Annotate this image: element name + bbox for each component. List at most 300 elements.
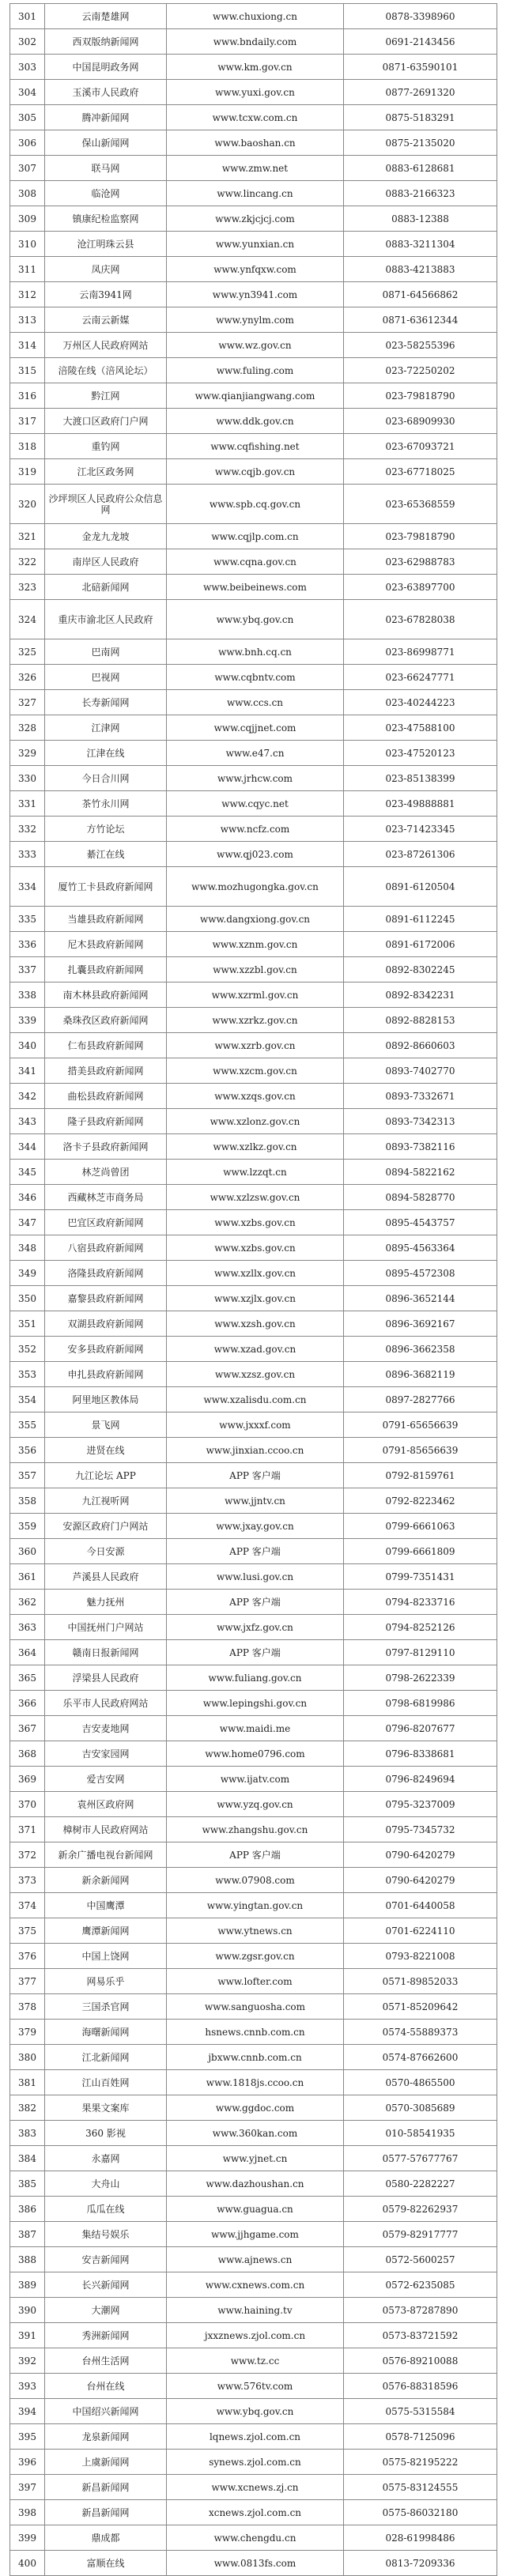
table-row: [10, 1767, 497, 1792]
site-name-cell: 隆子县政府新闻网: [45, 1109, 167, 1134]
site-name-cell: 嘉黎县政府新闻网: [45, 1286, 167, 1311]
site-url-cell: www.ggdoc.com: [167, 2095, 344, 2121]
phone-cell: 0798-2622339: [344, 1665, 497, 1691]
site-url-cell: www.xzsh.gov.cn: [167, 1311, 344, 1337]
row-number-cell: 396: [10, 2450, 45, 2475]
phone-cell: 0791-85656639: [344, 1438, 497, 1463]
site-url-cell: APP 客户端: [167, 1463, 344, 1488]
table-row: [10, 1514, 497, 1539]
table-row: [10, 842, 497, 867]
phone-cell: 0893-7402770: [344, 1058, 497, 1084]
table-row: [10, 524, 497, 549]
phone-cell: 0875-2135020: [344, 130, 497, 156]
site-name-cell: 玉溪市人民政府: [45, 80, 167, 105]
phone-cell: 0875-5183291: [344, 105, 497, 130]
site-url-cell: www.chengdu.cn: [167, 2525, 344, 2551]
site-name-cell: 乐平市人民政府网站: [45, 1691, 167, 1716]
site-name-cell: 江北区政务网: [45, 459, 167, 485]
table-row: [10, 932, 497, 957]
table-row: [10, 2197, 497, 2222]
phone-cell: 0892-8302245: [344, 957, 497, 983]
table-row: [10, 2045, 497, 2070]
table-row: [10, 817, 497, 842]
table-row: [10, 1640, 497, 1665]
site-name-cell: 安源区政府门户网站: [45, 1514, 167, 1539]
table-row: [10, 983, 497, 1008]
table-row: [10, 2146, 497, 2171]
row-number-cell: 344: [10, 1134, 45, 1160]
site-url-cell: www.xzlzsw.gov.cn: [167, 1185, 344, 1210]
table-row: [10, 459, 497, 485]
site-name-cell: 龙泉新闻网: [45, 2424, 167, 2450]
site-name-cell: 樟树市人民政府网站: [45, 1817, 167, 1842]
row-number-cell: 333: [10, 842, 45, 867]
table-row: [10, 2020, 497, 2045]
site-url-cell: www.yuxi.gov.cn: [167, 80, 344, 105]
table-row: [10, 1134, 497, 1160]
row-number-cell: 308: [10, 181, 45, 206]
phone-cell: 0579-82262937: [344, 2197, 497, 2222]
phone-cell: 0572-5600257: [344, 2247, 497, 2272]
row-number-cell: 320: [10, 485, 45, 524]
site-name-cell: 江津在线: [45, 741, 167, 766]
site-url-cell: www.cxnews.com.cn: [167, 2272, 344, 2298]
table-row: [10, 130, 497, 156]
site-name-cell: 八宿县政府新闻网: [45, 1235, 167, 1261]
table-row: [10, 485, 497, 524]
site-url-cell: hsnews.cnnb.com.cn: [167, 2020, 344, 2045]
site-url-cell: synews.zjol.com.cn: [167, 2450, 344, 2475]
site-name-cell: 万州区人民政府网站: [45, 333, 167, 358]
table-row: [10, 282, 497, 307]
table-row: [10, 2272, 497, 2298]
phone-cell: 0793-8221008: [344, 1944, 497, 1969]
row-number-cell: 310: [10, 232, 45, 257]
site-url-cell: www.xzlkz.gov.cn: [167, 1134, 344, 1160]
phone-cell: 0576-88318596: [344, 2374, 497, 2399]
row-number-cell: 314: [10, 333, 45, 358]
table-row: [10, 1944, 497, 1969]
site-name-cell: 网易乐乎: [45, 1969, 167, 1994]
phone-cell: 0891-6172006: [344, 932, 497, 957]
site-url-cell: www.guagua.cn: [167, 2197, 344, 2222]
phone-cell: 0795-7345732: [344, 1817, 497, 1842]
phone-cell: 0892-8660603: [344, 1033, 497, 1058]
table-row: [10, 1564, 497, 1590]
row-number-cell: 364: [10, 1640, 45, 1665]
phone-cell: 023-79818790: [344, 383, 497, 409]
phone-cell: 023-71423345: [344, 817, 497, 842]
row-number-cell: 345: [10, 1160, 45, 1185]
site-name-cell: 西双版纳新闻网: [45, 29, 167, 55]
phone-cell: 0571-85209642: [344, 1994, 497, 2020]
table-row: [10, 2525, 497, 2551]
site-url-cell: www.bnh.cq.cn: [167, 639, 344, 665]
row-number-cell: 379: [10, 2020, 45, 2045]
row-number-cell: 358: [10, 1488, 45, 1514]
site-url-cell: www.bndaily.com: [167, 29, 344, 55]
phone-cell: 0893-7332671: [344, 1084, 497, 1109]
table-row: [10, 1994, 497, 2020]
table-row: [10, 1362, 497, 1387]
table-row: [10, 665, 497, 690]
table-row: [10, 549, 497, 575]
row-number-cell: 376: [10, 1944, 45, 1969]
site-name-cell: 临沧网: [45, 181, 167, 206]
row-number-cell: 329: [10, 741, 45, 766]
row-number-cell: 391: [10, 2323, 45, 2348]
row-number-cell: 367: [10, 1716, 45, 1741]
phone-cell: 0575-86032180: [344, 2500, 497, 2525]
site-name-cell: 中国昆明政务网: [45, 55, 167, 80]
site-url-cell: www.lincang.cn: [167, 181, 344, 206]
table-row: [10, 1033, 497, 1058]
table-row: [10, 181, 497, 206]
row-number-cell: 357: [10, 1463, 45, 1488]
phone-cell: 0878-3398960: [344, 4, 497, 29]
table-row: [10, 2424, 497, 2450]
table-row: [10, 4, 497, 29]
table-row: [10, 2121, 497, 2146]
table-row: [10, 434, 497, 459]
site-name-cell: 申扎县政府新闻网: [45, 1362, 167, 1387]
site-url-cell: www.xzjlx.gov.cn: [167, 1286, 344, 1311]
site-name-cell: 永嘉网: [45, 2146, 167, 2171]
row-number-cell: 385: [10, 2171, 45, 2197]
phone-cell: 0792-8223462: [344, 1488, 497, 1514]
row-number-cell: 356: [10, 1438, 45, 1463]
row-number-cell: 383: [10, 2121, 45, 2146]
site-url-cell: www.07908.com: [167, 1868, 344, 1893]
phone-cell: 0893-7382116: [344, 1134, 497, 1160]
phone-cell: 0896-3662358: [344, 1337, 497, 1362]
table-body: [10, 4, 497, 2576]
site-name-cell: 扎囊县政府新闻网: [45, 957, 167, 983]
row-number-cell: 306: [10, 130, 45, 156]
phone-cell: 023-72250202: [344, 358, 497, 383]
table-row: [10, 1210, 497, 1235]
phone-cell: 010-58541935: [344, 2121, 497, 2146]
site-url-cell: www.cqyc.net: [167, 791, 344, 817]
site-name-cell: 台州在线: [45, 2374, 167, 2399]
site-url-cell: www.chuxiong.cn: [167, 4, 344, 29]
table-row: [10, 766, 497, 791]
phone-cell: 0573-83721592: [344, 2323, 497, 2348]
site-url-cell: www.zhangshu.gov.cn: [167, 1817, 344, 1842]
row-number-cell: 347: [10, 1210, 45, 1235]
site-url-cell: www.xzzbl.gov.cn: [167, 957, 344, 983]
table-row: [10, 1160, 497, 1185]
site-name-cell: 洛隆县政府新闻网: [45, 1261, 167, 1286]
site-name-cell: 茶竹永川网: [45, 791, 167, 817]
site-url-cell: www.jxxxf.com: [167, 1412, 344, 1438]
phone-cell: 0701-6224110: [344, 1918, 497, 1944]
table-row: [10, 232, 497, 257]
site-url-cell: www.mozhugongka.gov.cn: [167, 867, 344, 907]
row-number-cell: 313: [10, 307, 45, 333]
site-name-cell: 大舟山: [45, 2171, 167, 2197]
site-url-cell: www.cqjlp.com.cn: [167, 524, 344, 549]
site-name-cell: 联马网: [45, 156, 167, 181]
row-number-cell: 399: [10, 2525, 45, 2551]
phone-cell: 0883-3211304: [344, 232, 497, 257]
phone-cell: 023-85138399: [344, 766, 497, 791]
phone-cell: 0577-57677767: [344, 2146, 497, 2171]
table-row: [10, 307, 497, 333]
phone-cell: 023-63897700: [344, 575, 497, 600]
site-name-cell: 吉安家园网: [45, 1741, 167, 1767]
row-number-cell: 371: [10, 1817, 45, 1842]
site-url-cell: www.ddk.gov.cn: [167, 409, 344, 434]
site-url-cell: www.yunxian.cn: [167, 232, 344, 257]
site-url-cell: www.beibeinews.com: [167, 575, 344, 600]
site-name-cell: 巴视网: [45, 665, 167, 690]
phone-cell: 0796-8338681: [344, 1741, 497, 1767]
table-row: [10, 600, 497, 639]
phone-cell: 0871-63590101: [344, 55, 497, 80]
phone-cell: 0798-6819986: [344, 1691, 497, 1716]
row-number-cell: 350: [10, 1286, 45, 1311]
site-url-cell: www.ytnews.cn: [167, 1918, 344, 1944]
site-name-cell: 南木林县政府新闻网: [45, 983, 167, 1008]
site-name-cell: 魅力抚州: [45, 1590, 167, 1615]
phone-cell: 0896-3652144: [344, 1286, 497, 1311]
table-row: [10, 1969, 497, 1994]
table-row: [10, 1084, 497, 1109]
row-number-cell: 394: [10, 2399, 45, 2424]
site-url-cell: xcnews.zjol.com.cn: [167, 2500, 344, 2525]
site-url-cell: www.360kan.com: [167, 2121, 344, 2146]
row-number-cell: 378: [10, 1994, 45, 2020]
site-name-cell: 云南云新媒: [45, 307, 167, 333]
table-row: [10, 1842, 497, 1868]
site-name-cell: 上虞新闻网: [45, 2450, 167, 2475]
site-name-cell: 中国鹰潭: [45, 1893, 167, 1918]
site-url-cell: www.xzad.gov.cn: [167, 1337, 344, 1362]
site-name-cell: 南岸区人民政府: [45, 549, 167, 575]
site-url-cell: www.home0796.com: [167, 1741, 344, 1767]
table-row: [10, 867, 497, 907]
phone-cell: 0897-2827766: [344, 1387, 497, 1412]
site-url-cell: www.e47.cn: [167, 741, 344, 766]
row-number-cell: 366: [10, 1691, 45, 1716]
row-number-cell: 312: [10, 282, 45, 307]
phone-cell: 0893-7342313: [344, 1109, 497, 1134]
row-number-cell: 361: [10, 1564, 45, 1590]
row-number-cell: 368: [10, 1741, 45, 1767]
site-url-cell: www.fuling.com: [167, 358, 344, 383]
phone-cell: 023-87261306: [344, 842, 497, 867]
table-row: [10, 690, 497, 715]
table-row: [10, 29, 497, 55]
site-url-cell: www.qj023.com: [167, 842, 344, 867]
table-row: [10, 1918, 497, 1944]
row-number-cell: 322: [10, 549, 45, 575]
table-row: [10, 2475, 497, 2500]
phone-cell: 0575-5315584: [344, 2399, 497, 2424]
phone-cell: 0576-89210088: [344, 2348, 497, 2374]
table-row: [10, 2222, 497, 2247]
site-url-cell: www.xzlonz.gov.cn: [167, 1109, 344, 1134]
site-url-cell: www.576tv.com: [167, 2374, 344, 2399]
row-number-cell: 369: [10, 1767, 45, 1792]
site-name-cell: 今日安源: [45, 1539, 167, 1564]
site-url-cell: www.zkjcjcj.com: [167, 206, 344, 232]
row-number-cell: 375: [10, 1918, 45, 1944]
site-url-cell: www.xzcm.gov.cn: [167, 1058, 344, 1084]
phone-cell: 0799-6661063: [344, 1514, 497, 1539]
site-url-cell: www.ncfz.com: [167, 817, 344, 842]
row-number-cell: 384: [10, 2146, 45, 2171]
site-url-cell: www.ybq.gov.cn: [167, 2399, 344, 2424]
site-name-cell: 江北新闻网: [45, 2045, 167, 2070]
site-name-cell: 洛卡子县政府新闻网: [45, 1134, 167, 1160]
table-row: [10, 1008, 497, 1033]
site-name-cell: 尼木县政府新闻网: [45, 932, 167, 957]
phone-cell: 0883-12388: [344, 206, 497, 232]
table-row: [10, 2374, 497, 2399]
row-number-cell: 374: [10, 1893, 45, 1918]
site-url-cell: jxxznews.zjol.com.cn: [167, 2323, 344, 2348]
site-name-cell: 保山新闻网: [45, 130, 167, 156]
table-row: [10, 2399, 497, 2424]
table-row: [10, 2551, 497, 2576]
table-row: [10, 383, 497, 409]
table-row: [10, 715, 497, 741]
phone-cell: 023-49888881: [344, 791, 497, 817]
row-number-cell: 305: [10, 105, 45, 130]
row-number-cell: 381: [10, 2070, 45, 2095]
site-url-cell: lqnews.zjol.com.cn: [167, 2424, 344, 2450]
row-number-cell: 340: [10, 1033, 45, 1058]
site-name-cell: 360 影视: [45, 2121, 167, 2146]
site-name-cell: 鼎成都: [45, 2525, 167, 2551]
row-number-cell: 400: [10, 2551, 45, 2576]
site-url-cell: www.jinxian.ccoo.cn: [167, 1438, 344, 1463]
site-name-cell: 綦江在线: [45, 842, 167, 867]
row-number-cell: 309: [10, 206, 45, 232]
site-url-cell: jbxww.cnnb.com.cn: [167, 2045, 344, 2070]
table-row: [10, 1185, 497, 1210]
table-row: [10, 257, 497, 282]
table-row: [10, 2095, 497, 2121]
phone-cell: 023-47520123: [344, 741, 497, 766]
row-number-cell: 325: [10, 639, 45, 665]
phone-cell: 0794-8233716: [344, 1590, 497, 1615]
site-url-cell: www.tcxw.com.cn: [167, 105, 344, 130]
site-name-cell: 北碚新闻网: [45, 575, 167, 600]
phone-cell: 0895-4543757: [344, 1210, 497, 1235]
phone-cell: 0895-4563364: [344, 1235, 497, 1261]
site-url-cell: APP 客户端: [167, 1640, 344, 1665]
row-number-cell: 335: [10, 907, 45, 932]
table-row: [10, 2298, 497, 2323]
table-row: [10, 1539, 497, 1564]
site-url-cell: www.jjhgame.com: [167, 2222, 344, 2247]
site-url-cell: www.xzbs.gov.cn: [167, 1210, 344, 1235]
row-number-cell: 334: [10, 867, 45, 907]
site-name-cell: 重庆市渝北区人民政府: [45, 600, 167, 639]
phone-cell: 023-65368559: [344, 485, 497, 524]
table-row: [10, 1665, 497, 1691]
phone-cell: 0894-5822162: [344, 1160, 497, 1185]
phone-cell: 0790-6420279: [344, 1842, 497, 1868]
phone-cell: 0796-8207677: [344, 1716, 497, 1741]
phone-cell: 0896-3682119: [344, 1362, 497, 1387]
site-url-cell: APP 客户端: [167, 1539, 344, 1564]
site-url-cell: www.ijatv.com: [167, 1767, 344, 1792]
site-url-cell: www.zmw.net: [167, 156, 344, 181]
phone-cell: 0892-8342231: [344, 983, 497, 1008]
site-url-cell: www.xznm.gov.cn: [167, 932, 344, 957]
table-row: [10, 1792, 497, 1817]
phone-cell: 0574-55889373: [344, 2020, 497, 2045]
site-name-cell: 沧江明珠云县: [45, 232, 167, 257]
table-row: [10, 1817, 497, 1842]
site-name-cell: 凤庆网: [45, 257, 167, 282]
phone-cell: 0572-6235085: [344, 2272, 497, 2298]
site-url-cell: www.yingtan.gov.cn: [167, 1893, 344, 1918]
site-name-cell: 镇康纪检监察网: [45, 206, 167, 232]
phone-cell: 0892-8828153: [344, 1008, 497, 1033]
site-name-cell: 当雄县政府新闻网: [45, 907, 167, 932]
table-row: [10, 957, 497, 983]
site-url-cell: www.ajnews.cn: [167, 2247, 344, 2272]
row-number-cell: 327: [10, 690, 45, 715]
table-row: [10, 206, 497, 232]
row-number-cell: 316: [10, 383, 45, 409]
site-url-cell: www.xzsz.gov.cn: [167, 1362, 344, 1387]
row-number-cell: 341: [10, 1058, 45, 1084]
table-row: [10, 1109, 497, 1134]
site-url-cell: www.cqfishing.net: [167, 434, 344, 459]
row-number-cell: 331: [10, 791, 45, 817]
phone-cell: 023-86998771: [344, 639, 497, 665]
phone-cell: 0871-63612344: [344, 307, 497, 333]
site-name-cell: 涪陵在线（涪风论坛）: [45, 358, 167, 383]
row-number-cell: 355: [10, 1412, 45, 1438]
phone-cell: 0871-64566862: [344, 282, 497, 307]
site-url-cell: www.tz.cc: [167, 2348, 344, 2374]
site-name-cell: 长寿新闻网: [45, 690, 167, 715]
row-number-cell: 324: [10, 600, 45, 639]
site-url-cell: www.cqjb.gov.cn: [167, 459, 344, 485]
row-number-cell: 342: [10, 1084, 45, 1109]
row-number-cell: 307: [10, 156, 45, 181]
site-name-cell: 瓜瓜在线: [45, 2197, 167, 2222]
site-name-cell: 台州生活网: [45, 2348, 167, 2374]
phone-cell: 0575-83124555: [344, 2475, 497, 2500]
site-url-cell: www.ynfqxw.com: [167, 257, 344, 282]
table-row: [10, 2070, 497, 2095]
site-name-cell: 西藏林芝市商务局: [45, 1185, 167, 1210]
row-number-cell: 393: [10, 2374, 45, 2399]
row-number-cell: 332: [10, 817, 45, 842]
table-row: [10, 2247, 497, 2272]
phone-cell: 0571-89852033: [344, 1969, 497, 1994]
row-number-cell: 351: [10, 1311, 45, 1337]
site-url-cell: www.baoshan.cn: [167, 130, 344, 156]
table-row: [10, 1387, 497, 1412]
site-name-cell: 爱吉安网: [45, 1767, 167, 1792]
table-row: [10, 1716, 497, 1741]
phone-cell: 0579-82917777: [344, 2222, 497, 2247]
row-number-cell: 388: [10, 2247, 45, 2272]
table-row: [10, 1893, 497, 1918]
row-number-cell: 348: [10, 1235, 45, 1261]
table-row: [10, 80, 497, 105]
site-name-cell: 云南楚雄网: [45, 4, 167, 29]
